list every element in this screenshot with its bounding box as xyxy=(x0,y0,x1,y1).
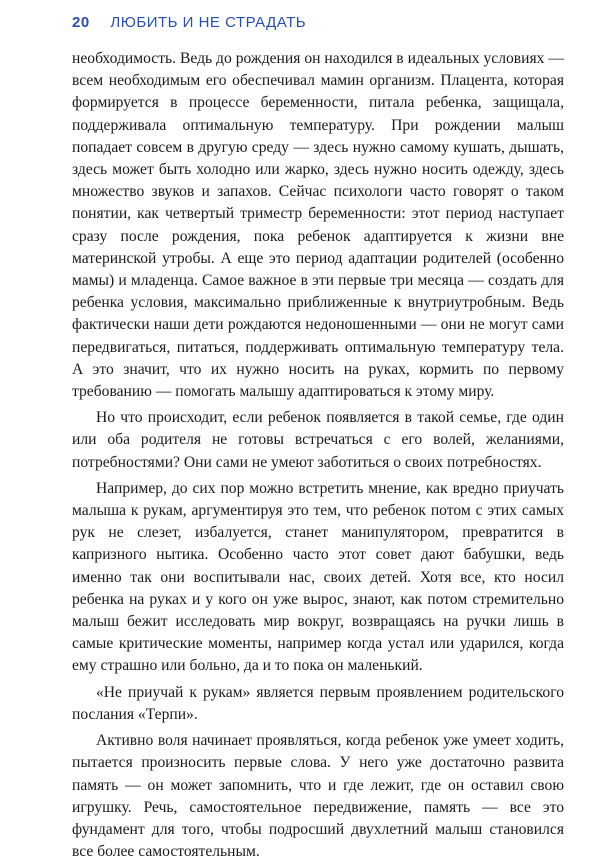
paragraph: Например, до сих пор можно встретить мнение, как вредно приучать малыша к рукам, аргументируя это тем, что ребенок потом с этих самых рук не слезет, избалуется, станет манипулятором, превратится в капризного нытика. Особенно часто этот совет дают бабушки, ведь именно так они воспитывали нас, своих детей. Хотя все, кто носил ребенка на руках и у кого он уже вырос, знают, как потом стремительно малыш бежит исследовать мир вокруг, возвращаясь на ручки лишь в самые критические моменты, например когда устал или ударился, когда ему страшно или больно, да и то пока он маленький. xyxy=(72,479,564,675)
paragraph: Активно воля начинает проявляться, когда ребенок уже умеет ходить, пытается произносить первые слова. У него уже достаточно развита память — он может запомнить, что и где лежит, где он оставил свою игрушку. Речь, самостоятельное передвижение, память — все это фундамент для того, чтобы подросший двухлетний малыш становился все более самостоятельным. xyxy=(72,732,564,861)
paragraph: необходимость. Ведь до рождения он находился в идеальных условиях — всем необходимым его обеспечивал мамин организм. Плацента, которая формируется в процессе беременности, питала ребенка, защищала, поддерживала оптимальную температуру. При рождении малыш попадает совсем в другую среду — здесь нужно самому кушать, дышать, здесь может быть холодно или жарко, здесь нужно носить одежду, здесь множество звуков и запахов. Сейчас психологи часто говорят о таком понятии, как четвертый триместр беременности: этот период наступает сразу после рождения, пока ребенок адаптируется к жизни вне материнской утробы. А еще это период адаптации родителей (особенно мамы) и младенца. Самое важное в эти первые три месяца — создать для ребенка условия, максимально приближенные к внутриутробным. Ведь фактически наши дети рождаются недоношенными — они не могут сами передвигаться, питаться, поддерживать оптимальную температуру тела. А это значит, что их нужно носить на руках, кормить по первому требованию — помогать малышу адаптироваться к этому миру. xyxy=(72,50,564,401)
running-header xyxy=(72,14,306,31)
running-title: ЛЮБИТЬ И НЕ СТРАДАТЬ xyxy=(110,14,307,31)
paragraph: «Не приучай к рукам» является первым проявлением родительского послания «Терпи». xyxy=(72,683,564,723)
paragraph: Но что происходит, если ребенок появляется в такой семье, где один или оба родителя не готовы встречаться с его волей, желаниями, потребностями? Они сами не умеют заботиться о своих потребностях. xyxy=(72,409,564,471)
page-body xyxy=(72,48,564,867)
page-number: 20 xyxy=(72,14,90,31)
